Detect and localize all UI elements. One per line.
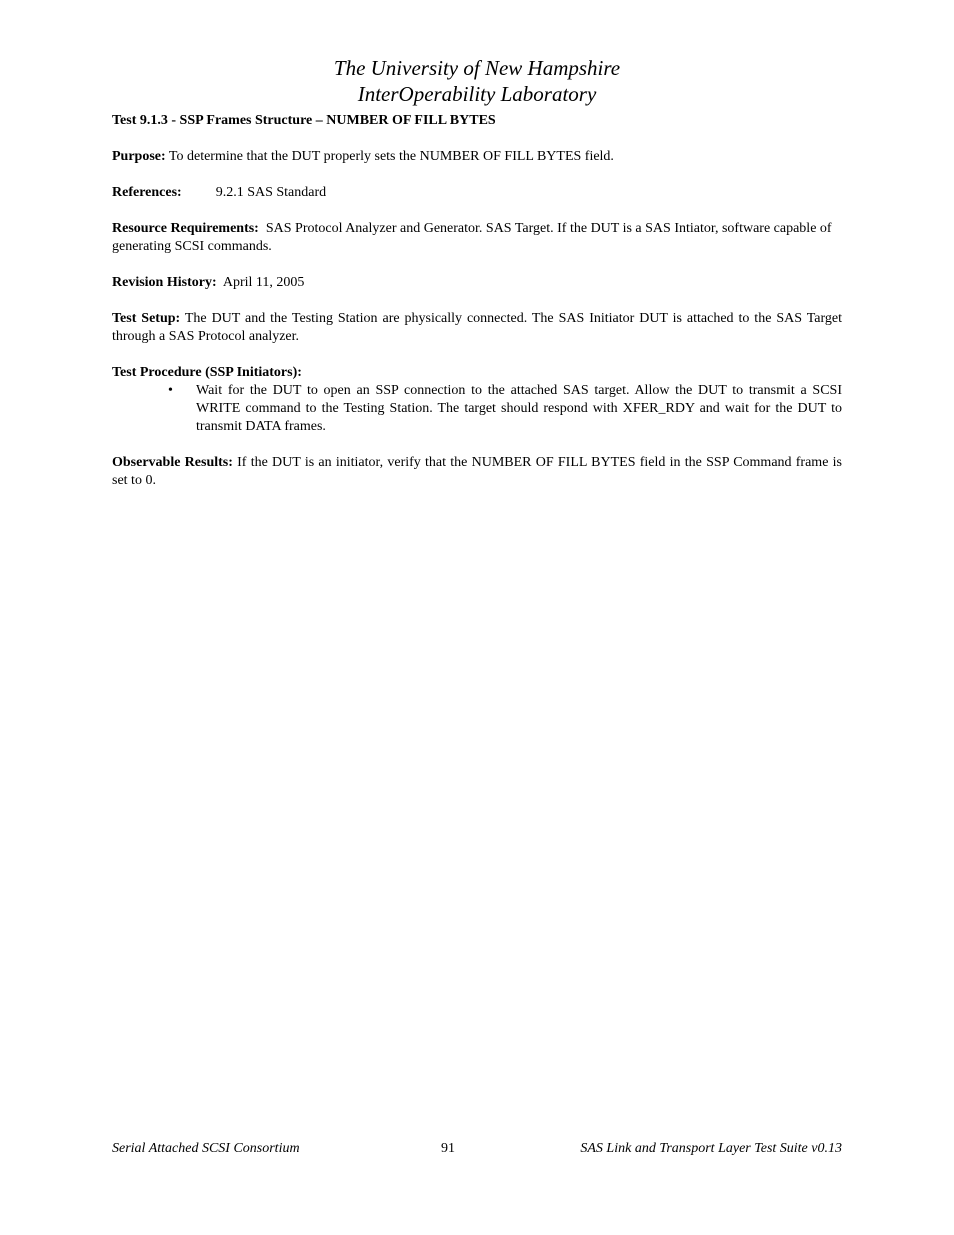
bullet-icon: • <box>168 383 173 398</box>
references-section <box>112 184 842 202</box>
header-institution: The University of New Hampshire <box>333 56 621 80</box>
setup-label: Test Setup: <box>112 311 181 326</box>
purpose-text: To determine that the DUT properly sets the NUMBER OF FILL BYTES field. <box>165 149 614 164</box>
page-footer <box>112 1139 842 1159</box>
footer-right: SAS Link and Transport Layer Test Suite v0.13 <box>580 1141 842 1156</box>
references-label: References: <box>112 185 182 200</box>
observable-text: If the DUT is an initiator, verify that the NUMBER OF FILL BYTES field in the SSP Command frame is set to 0. <box>112 455 842 488</box>
document-page <box>112 0 842 1235</box>
footer-left: Serial Attached SCSI Consortium <box>112 1141 300 1156</box>
resource-label: Resource Requirements: <box>112 221 259 236</box>
observable-section <box>112 454 842 490</box>
list-item <box>168 382 842 436</box>
references-text: 9.2.1 SAS Standard <box>215 185 327 200</box>
page-number: 91 <box>441 1141 455 1156</box>
procedure-label: Test Procedure (SSP Initiators): <box>112 365 302 380</box>
header-lab: InterOperability Laboratory <box>357 82 597 106</box>
revision-text: April 11, 2005 <box>216 275 305 290</box>
procedure-list <box>112 382 842 436</box>
setup-text: The DUT and the Testing Station are physically connected. The SAS Initiator DUT is attached to the SAS Target through a SAS Protocol analyzer. <box>112 311 842 344</box>
purpose-section <box>112 148 842 166</box>
revision-section <box>112 274 842 292</box>
observable-label: Observable Results: <box>112 455 233 470</box>
page-header <box>112 55 842 107</box>
test-content <box>112 112 842 508</box>
purpose-label: Purpose: <box>112 149 166 164</box>
procedure-step-text: Wait for the DUT to open an SSP connection to the attached SAS target. Allow the DUT to transmit a SCSI WRITE command to the Testing Station. The target should respond with XFER_RDY and wait for the DUT to transmit DATA frames. <box>196 383 842 434</box>
resource-text: SAS Protocol Analyzer and Generator. SAS Target. If the DUT is a SAS Intiator, software capable of generating SCSI commands. <box>112 221 836 254</box>
resource-section <box>112 220 842 256</box>
test-title: Test 9.1.3 - SSP Frames Structure – NUMBER OF FILL BYTES <box>112 113 496 128</box>
revision-label: Revision History: <box>112 275 217 290</box>
setup-section <box>112 310 842 346</box>
